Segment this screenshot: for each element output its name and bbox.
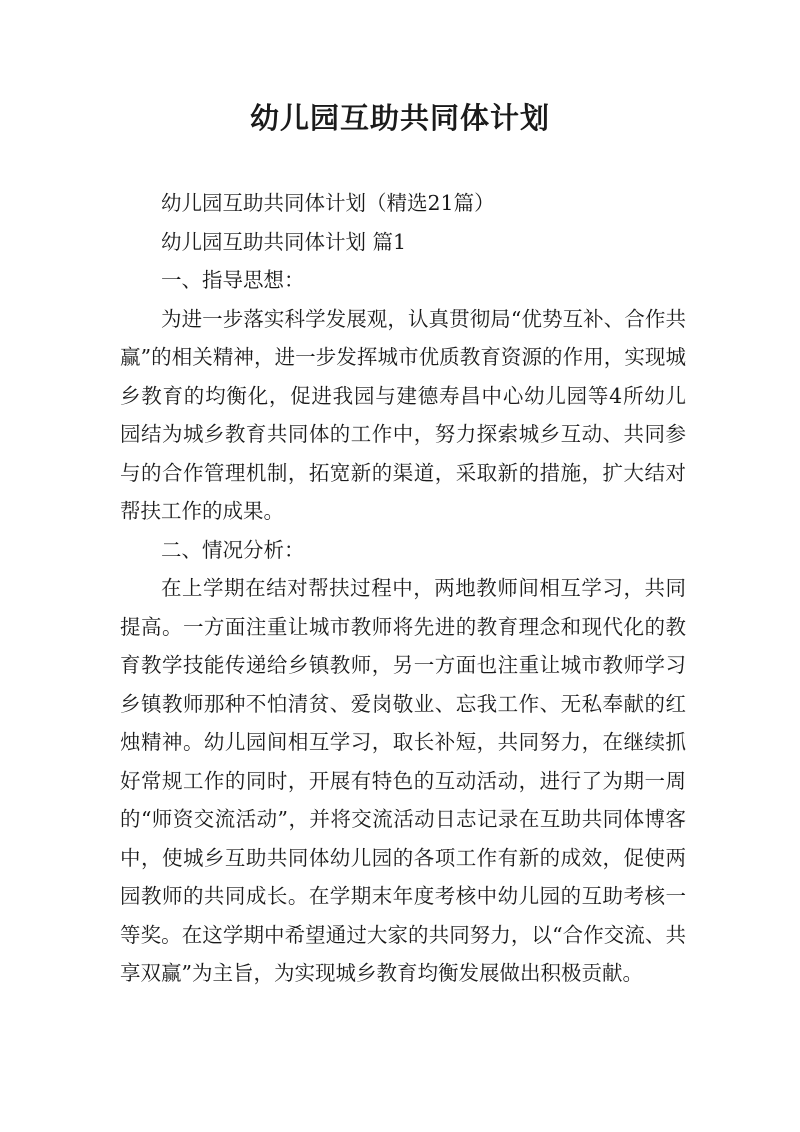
document-body <box>120 184 686 993</box>
paragraph-heading-situation-analysis: 二、情况分析： <box>161 537 305 562</box>
paragraph-heading-guiding-ideology: 一、指导思想： <box>161 268 305 292</box>
paragraph-subtitle: 幼儿园互助共同体计划（精选21篇） <box>161 191 495 215</box>
paragraph-section-heading: 幼儿园互助共同体计划 篇1 <box>161 229 407 254</box>
paragraph-guiding-ideology-body: 为进一步落实科学发展观，认真贯彻局“优势互补、合作共赢”的相关精神，进一步发挥城市优质教育资源的作用，实现城乡教育的均衡化，促进我园与建德寿昌中心幼儿园等4所幼儿园结为城乡教育共同体的工作中，努力探索城乡互动、共同参与的合作管理机制，拓宽新的渠道，采取新的措施，扩大结对帮扶工作的成果。 <box>120 306 686 523</box>
paragraph-situation-analysis-body: 在上学期在结对帮扶过程中，两地教师间相互学习，共同提高。一方面注重让城市教师将先进的教育理念和现代化的教育教学技能传递给乡镇教师，另一方面也注重让城市教师学习乡镇教师那种不怕清贫、爱岗敬业、忘我工作、无私奉献的红烛精神。幼儿园间相互学习，取长补短，共同努力，在继续抓好常规工作的同时，开展有特色的互动活动，进行了为期一周的“师资交流活动”，并将交流活动日志记录在互助共同体博客中，使城乡互助共同体幼儿园的各项工作有新的成效，促使两园教师的共同成长。在学期末年度考核中幼儿园的互助考核一等奖。在这学期中希望通过大家的共同努力，以“合作交流、共享双赢”为主旨，为实现城乡教育均衡发展做出积极贡献。 <box>120 576 686 985</box>
document-title: 幼儿园互助共同体计划 <box>249 101 550 135</box>
